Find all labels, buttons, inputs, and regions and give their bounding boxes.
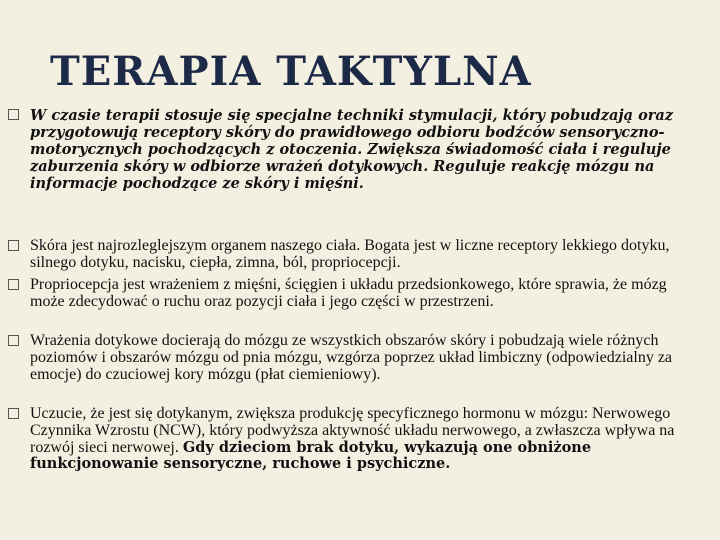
paragraph-text: Uczucie, że jest się dotykanym, zwiększa produkcję specyficznego hormonu w mózgu: Nerwowego Czynnika Wzrostu (NCW), który podwyższa aktywność układu nerwowego, a zwłaszcza wpływa na rozwój sieci nerwowej. xyxy=(30,405,675,456)
paragraph-touch-hormone xyxy=(30,406,695,473)
paragraph-text: Propriocepcja jest wrażeniem z mięśni, ścięgien i układu przedsionkowego, które sprawia, że mózg może zdecydować o ruchu oraz pozycji ciała i jego części w przestrzeni. xyxy=(30,276,667,310)
paragraph-text: W czasie terapii stosuje się specjalne techniki stymulacji, który pobudzają oraz przygotowują receptory skóry do prawidłowego odbioru bodźców sensoryczno-motorycznych pochodzących z otoczenia. Zwiększa świadomość ciała i reguluje zaburzenia skóry w odbiorze wrażeń dotykowych. Reguluje reakcję mózgu na informacje pochodzące ze skóry i mięśni. xyxy=(30,107,674,192)
bullet-icon xyxy=(8,335,19,346)
paragraph-proprioception xyxy=(30,277,695,311)
bullet-icon xyxy=(8,109,19,120)
paragraph-emphasis: Gdy dzieciom brak dotyku, wykazują one obniżone funkcjonowanie sensoryczne, ruchowe i psychiczne. xyxy=(30,438,592,473)
paragraph-text: Wrażenia dotykowe docierają do mózgu ze wszystkich obszarów skóry i pobudzają wiele różnych poziomów i obszarów mózgu od pnia mózgu, wzgórza poprzez układ limbiczny (odpowiedzialny za emocje) do czuciowej kory mózgu (płat ciemieniowy). xyxy=(30,332,673,383)
slide-title: TERAPIA TAKTYLNA xyxy=(50,48,532,95)
paragraph-skin xyxy=(30,238,695,272)
bullet-icon xyxy=(8,279,19,290)
bullet-icon xyxy=(8,240,19,251)
paragraph-text: Skóra jest najrozleglejszym organem naszego ciała. Bogata jest w liczne receptory lekkiego dotyku, silnego dotyku, nacisku, ciepła, zimna, ból, propriocepcji. xyxy=(30,237,670,271)
bullet-icon xyxy=(8,408,19,419)
paragraph-tactile-sensations xyxy=(30,333,695,383)
paragraph-therapy-description xyxy=(30,107,695,192)
